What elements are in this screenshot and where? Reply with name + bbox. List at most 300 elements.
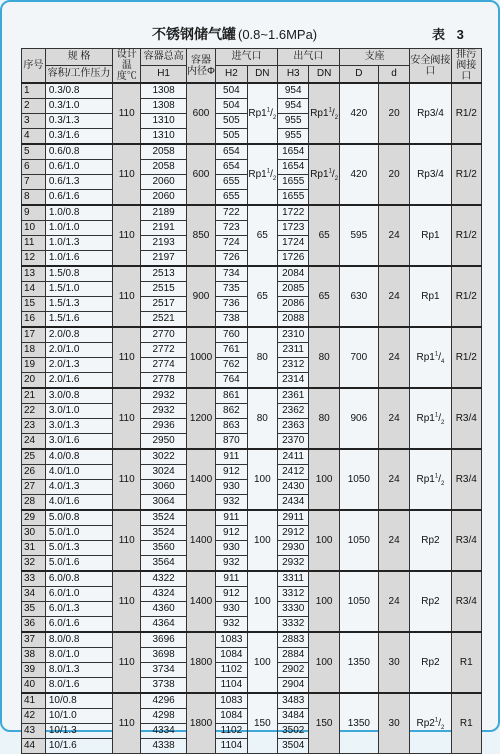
row-index: 2 [22, 99, 46, 114]
row-index: 29 [22, 510, 46, 526]
group-support-d-inner: 24 [378, 388, 409, 449]
row-outlet-h: 3330 [277, 602, 308, 617]
row-index: 1 [22, 83, 46, 99]
row-index: 38 [22, 648, 46, 663]
row-inlet-h: 1104 [216, 739, 247, 754]
header-outlet-h: H3 [277, 65, 308, 83]
row-outlet-h: 2412 [277, 465, 308, 480]
group-drain-valve: R1/2 [451, 83, 481, 144]
row-spec: 4.0/0.8 [45, 449, 112, 465]
row-height: 2932 [141, 404, 187, 419]
row-index: 16 [22, 312, 46, 328]
row-inlet-h: 655 [216, 190, 247, 206]
row-index: 13 [22, 266, 46, 282]
row-outlet-h: 3502 [277, 724, 308, 739]
row-inlet-h: 912 [216, 526, 247, 541]
table-row [22, 510, 482, 526]
row-index: 5 [22, 144, 46, 160]
group-support-d-inner: 24 [378, 205, 409, 266]
row-inlet-h: 762 [216, 358, 247, 373]
row-spec: 8.0/1.0 [45, 648, 112, 663]
row-height: 1308 [141, 99, 187, 114]
row-outlet-h: 3504 [277, 739, 308, 754]
row-inlet-h: 504 [216, 83, 247, 99]
row-index: 27 [22, 480, 46, 495]
row-inlet-h: 738 [216, 312, 247, 328]
row-height: 4324 [141, 587, 187, 602]
row-inlet-h: 505 [216, 114, 247, 129]
row-index: 44 [22, 739, 46, 754]
row-index: 30 [22, 526, 46, 541]
group-temp: 110 [113, 144, 141, 205]
group-safety-valve: Rp1 [410, 205, 451, 266]
group-diameter: 1400 [186, 571, 215, 632]
row-index: 40 [22, 678, 46, 694]
row-inlet-h: 911 [216, 571, 247, 587]
group-support-d-outer: 1350 [339, 632, 378, 693]
row-height: 3024 [141, 465, 187, 480]
group-inlet-dn: 100 [247, 449, 277, 510]
row-index: 41 [22, 693, 46, 709]
row-inlet-h: 862 [216, 404, 247, 419]
row-spec: 2.0/0.8 [45, 327, 112, 343]
row-index: 4 [22, 129, 46, 145]
row-index: 7 [22, 175, 46, 190]
row-inlet-h: 655 [216, 175, 247, 190]
row-outlet-h: 2902 [277, 663, 308, 678]
group-safety-valve: $Rp2^1/_2$ [410, 693, 451, 754]
row-height: 2950 [141, 434, 187, 450]
table-header [22, 49, 482, 84]
group-support-d-outer: 630 [339, 266, 378, 327]
row-spec: 1.5/1.6 [45, 312, 112, 328]
row-inlet-h: 930 [216, 602, 247, 617]
group-diameter: 1800 [186, 632, 215, 693]
group-support-d-outer: 906 [339, 388, 378, 449]
row-outlet-h: 3484 [277, 709, 308, 724]
row-spec: 2.0/1.0 [45, 343, 112, 358]
row-inlet-h: 722 [216, 205, 247, 221]
group-safety-valve: Rp3/4 [410, 83, 451, 144]
table-number: 表 3 [432, 27, 468, 42]
row-inlet-h: 505 [216, 129, 247, 145]
row-outlet-h: 954 [277, 83, 308, 99]
row-height: 3524 [141, 510, 187, 526]
row-index: 9 [22, 205, 46, 221]
group-safety-valve: $Rp1^1/_4$ [410, 327, 451, 388]
row-height: 4322 [141, 571, 187, 587]
row-spec: 10/1.6 [45, 739, 112, 754]
row-index: 17 [22, 327, 46, 343]
row-outlet-h: 2370 [277, 434, 308, 450]
row-spec: 0.6/1.3 [45, 175, 112, 190]
group-support-d-outer: 1050 [339, 571, 378, 632]
row-spec: 0.3/0.8 [45, 83, 112, 99]
row-spec: 3.0/1.6 [45, 434, 112, 450]
group-safety-valve: Rp3/4 [410, 144, 451, 205]
row-inlet-h: 930 [216, 541, 247, 556]
row-spec: 0.6/0.8 [45, 144, 112, 160]
row-inlet-h: 724 [216, 236, 247, 251]
header-diameter: 容器内径Φ [186, 49, 215, 84]
row-index: 10 [22, 221, 46, 236]
group-inlet-dn: 100 [247, 632, 277, 693]
row-spec: 10/1.0 [45, 709, 112, 724]
group-support-d-inner: 24 [378, 266, 409, 327]
header-spec-sub: 容积/工作压力 [45, 65, 112, 83]
row-spec: 5.0/1.3 [45, 541, 112, 556]
group-safety-valve: $Rp1^1/_2$ [410, 388, 451, 449]
row-spec: 5.0/1.0 [45, 526, 112, 541]
row-spec: 1.5/1.0 [45, 282, 112, 297]
row-spec: 10/1.3 [45, 724, 112, 739]
row-index: 23 [22, 419, 46, 434]
group-outlet-dn: $Rp1^1/_2$ [309, 83, 339, 144]
row-height: 2193 [141, 236, 187, 251]
row-inlet-h: 764 [216, 373, 247, 389]
row-outlet-h: 2930 [277, 541, 308, 556]
row-index: 12 [22, 251, 46, 267]
row-outlet-h: 954 [277, 99, 308, 114]
row-spec: 1.0/1.6 [45, 251, 112, 267]
row-inlet-h: 1104 [216, 678, 247, 694]
group-drain-valve: R1/2 [451, 327, 481, 388]
row-height: 4298 [141, 709, 187, 724]
group-outlet-dn: 100 [309, 449, 339, 510]
group-support-d-outer: 1350 [339, 693, 378, 754]
row-index: 21 [22, 388, 46, 404]
row-height: 1308 [141, 83, 187, 99]
row-index: 34 [22, 587, 46, 602]
header-spec: 规 格 [45, 49, 112, 66]
header-support-d-inner: d [378, 65, 409, 83]
row-inlet-h: 734 [216, 266, 247, 282]
row-inlet-h: 1083 [216, 632, 247, 648]
row-spec: 1.0/0.8 [45, 205, 112, 221]
group-temp: 110 [113, 327, 141, 388]
row-height: 2521 [141, 312, 187, 328]
row-index: 15 [22, 297, 46, 312]
row-inlet-h: 1102 [216, 724, 247, 739]
row-index: 31 [22, 541, 46, 556]
row-inlet-h: 932 [216, 556, 247, 572]
table-row [22, 266, 482, 282]
row-height: 2189 [141, 205, 187, 221]
group-diameter: 1400 [186, 510, 215, 571]
table-body [22, 83, 482, 754]
header-outlet: 出气口 [277, 49, 339, 66]
row-height: 1310 [141, 114, 187, 129]
group-outlet-dn: 150 [309, 693, 339, 754]
row-outlet-h: 2362 [277, 404, 308, 419]
row-height: 4296 [141, 693, 187, 709]
group-outlet-dn: 80 [309, 388, 339, 449]
group-outlet-dn: 100 [309, 632, 339, 693]
row-inlet-h: 861 [216, 388, 247, 404]
group-inlet-dn: $Rp1^1/_2$ [247, 144, 277, 205]
group-support-d-outer: 1050 [339, 449, 378, 510]
row-spec: 6.0/1.6 [45, 617, 112, 633]
row-height: 3060 [141, 480, 187, 495]
group-inlet-dn: $Rp1^1/_2$ [247, 83, 277, 144]
row-outlet-h: 2086 [277, 297, 308, 312]
group-diameter: 850 [186, 205, 215, 266]
row-outlet-h: 2904 [277, 678, 308, 694]
group-diameter: 1800 [186, 693, 215, 754]
title-text: 不锈钢储气罐 [152, 26, 236, 42]
row-index: 11 [22, 236, 46, 251]
table-row [22, 144, 482, 160]
row-height: 2058 [141, 144, 187, 160]
row-height: 3734 [141, 663, 187, 678]
row-index: 22 [22, 404, 46, 419]
group-inlet-dn: 100 [247, 510, 277, 571]
row-index: 6 [22, 160, 46, 175]
group-support-d-inner: 20 [378, 144, 409, 205]
row-height: 2191 [141, 221, 187, 236]
row-spec: 1.5/0.8 [45, 266, 112, 282]
row-spec: 8.0/1.3 [45, 663, 112, 678]
row-height: 3560 [141, 541, 187, 556]
row-inlet-h: 723 [216, 221, 247, 236]
row-height: 2060 [141, 175, 187, 190]
group-support-d-inner: 24 [378, 510, 409, 571]
title-subtitle: (0.8~1.6MPa) [238, 27, 318, 42]
row-outlet-h: 1723 [277, 221, 308, 236]
row-inlet-h: 1083 [216, 693, 247, 709]
row-spec: 1.0/1.3 [45, 236, 112, 251]
row-outlet-h: 2911 [277, 510, 308, 526]
row-height: 2513 [141, 266, 187, 282]
row-index: 20 [22, 373, 46, 389]
row-outlet-h: 2411 [277, 449, 308, 465]
group-temp: 110 [113, 205, 141, 266]
group-inlet-dn: 150 [247, 693, 277, 754]
row-inlet-h: 870 [216, 434, 247, 450]
row-spec: 6.0/1.3 [45, 602, 112, 617]
row-height: 4338 [141, 739, 187, 754]
row-inlet-h: 760 [216, 327, 247, 343]
row-index: 43 [22, 724, 46, 739]
row-index: 37 [22, 632, 46, 648]
group-temp: 110 [113, 510, 141, 571]
row-index: 24 [22, 434, 46, 450]
group-outlet-dn: 100 [309, 571, 339, 632]
group-drain-valve: R3/4 [451, 571, 481, 632]
row-outlet-h: 2084 [277, 266, 308, 282]
row-height: 4334 [141, 724, 187, 739]
group-diameter: 600 [186, 144, 215, 205]
group-support-d-outer: 1050 [339, 510, 378, 571]
group-support-d-outer: 420 [339, 83, 378, 144]
group-drain-valve: R1 [451, 632, 481, 693]
group-outlet-dn: 80 [309, 327, 339, 388]
group-drain-valve: R3/4 [451, 510, 481, 571]
group-temp: 110 [113, 693, 141, 754]
header-height: 容器总高 [141, 49, 187, 66]
table-row [22, 693, 482, 709]
row-outlet-h: 2085 [277, 282, 308, 297]
row-spec: 3.0/0.8 [45, 388, 112, 404]
row-index: 28 [22, 495, 46, 511]
header-inlet-dn: DN [247, 65, 277, 83]
row-index: 35 [22, 602, 46, 617]
row-spec: 3.0/1.0 [45, 404, 112, 419]
row-spec: 1.0/1.0 [45, 221, 112, 236]
row-index: 36 [22, 617, 46, 633]
row-inlet-h: 863 [216, 419, 247, 434]
row-spec: 0.6/1.0 [45, 160, 112, 175]
row-inlet-h: 911 [216, 510, 247, 526]
group-support-d-outer: 700 [339, 327, 378, 388]
group-drain-valve: R1/2 [451, 266, 481, 327]
row-outlet-h: 1654 [277, 160, 308, 175]
group-outlet-dn: 100 [309, 510, 339, 571]
row-outlet-h: 2912 [277, 526, 308, 541]
row-spec: 0.3/1.3 [45, 114, 112, 129]
row-inlet-h: 654 [216, 160, 247, 175]
group-safety-valve: $Rp1^1/_2$ [410, 449, 451, 510]
row-spec: 4.0/1.3 [45, 480, 112, 495]
row-height: 2770 [141, 327, 187, 343]
row-spec: 8.0/0.8 [45, 632, 112, 648]
row-index: 33 [22, 571, 46, 587]
row-index: 25 [22, 449, 46, 465]
row-height: 2778 [141, 373, 187, 389]
row-outlet-h: 3312 [277, 587, 308, 602]
row-outlet-h: 955 [277, 129, 308, 145]
row-inlet-h: 726 [216, 251, 247, 267]
row-height: 2936 [141, 419, 187, 434]
row-height: 3022 [141, 449, 187, 465]
group-drain-valve: R3/4 [451, 388, 481, 449]
row-outlet-h: 2310 [277, 327, 308, 343]
header-height-sub: H1 [141, 65, 187, 83]
row-inlet-h: 654 [216, 144, 247, 160]
group-support-d-inner: 30 [378, 693, 409, 754]
row-outlet-h: 1722 [277, 205, 308, 221]
header-inlet: 进气口 [216, 49, 278, 66]
table-row [22, 327, 482, 343]
row-outlet-h: 2883 [277, 632, 308, 648]
row-outlet-h: 2314 [277, 373, 308, 389]
row-spec: 6.0/1.0 [45, 587, 112, 602]
group-drain-valve: R1/2 [451, 144, 481, 205]
group-inlet-dn: 80 [247, 327, 277, 388]
group-temp: 110 [113, 388, 141, 449]
row-inlet-h: 504 [216, 99, 247, 114]
row-spec: 0.3/1.0 [45, 99, 112, 114]
row-outlet-h: 3332 [277, 617, 308, 633]
row-spec: 5.0/1.6 [45, 556, 112, 572]
header-drain-valve: 排污阀接口 [451, 49, 481, 84]
row-inlet-h: 930 [216, 480, 247, 495]
header-support-d-outer: D [339, 65, 378, 83]
row-spec: 4.0/1.6 [45, 495, 112, 511]
row-spec: 1.5/1.3 [45, 297, 112, 312]
row-spec: 5.0/0.8 [45, 510, 112, 526]
row-spec: 10/0.8 [45, 693, 112, 709]
group-drain-valve: R3/4 [451, 449, 481, 510]
group-temp: 110 [113, 266, 141, 327]
group-support-d-inner: 24 [378, 327, 409, 388]
row-height: 3698 [141, 648, 187, 663]
row-inlet-h: 736 [216, 297, 247, 312]
group-support-d-inner: 24 [378, 571, 409, 632]
group-drain-valve: R1/2 [451, 205, 481, 266]
row-height: 2197 [141, 251, 187, 267]
row-inlet-h: 1084 [216, 709, 247, 724]
row-index: 32 [22, 556, 46, 572]
group-safety-valve: Rp1 [410, 266, 451, 327]
group-inlet-dn: 65 [247, 205, 277, 266]
row-height: 2772 [141, 343, 187, 358]
row-inlet-h: 932 [216, 617, 247, 633]
row-outlet-h: 3311 [277, 571, 308, 587]
row-spec: 6.0/0.8 [45, 571, 112, 587]
row-height: 2515 [141, 282, 187, 297]
header-index: 序号 [22, 49, 46, 84]
group-outlet-dn: 65 [309, 205, 339, 266]
group-safety-valve: Rp2 [410, 510, 451, 571]
group-outlet-dn: $Rp1^1/_2$ [309, 144, 339, 205]
row-spec: 2.0/1.3 [45, 358, 112, 373]
row-outlet-h: 1654 [277, 144, 308, 160]
row-outlet-h: 2363 [277, 419, 308, 434]
row-outlet-h: 1655 [277, 190, 308, 206]
table-row [22, 571, 482, 587]
row-inlet-h: 1084 [216, 648, 247, 663]
spec-table [21, 48, 482, 754]
row-spec: 2.0/1.6 [45, 373, 112, 389]
row-height: 3696 [141, 632, 187, 648]
group-support-d-outer: 420 [339, 144, 378, 205]
row-index: 26 [22, 465, 46, 480]
header-temp: 设计温度℃ [113, 49, 141, 84]
row-outlet-h: 3483 [277, 693, 308, 709]
table-row [22, 449, 482, 465]
group-inlet-dn: 65 [247, 266, 277, 327]
row-index: 19 [22, 358, 46, 373]
row-outlet-h: 2311 [277, 343, 308, 358]
row-height: 2932 [141, 388, 187, 404]
row-inlet-h: 932 [216, 495, 247, 511]
group-temp: 110 [113, 571, 141, 632]
row-inlet-h: 911 [216, 449, 247, 465]
group-diameter: 900 [186, 266, 215, 327]
group-diameter: 600 [186, 83, 215, 144]
group-diameter: 1200 [186, 388, 215, 449]
row-inlet-h: 761 [216, 343, 247, 358]
row-height: 3564 [141, 556, 187, 572]
row-inlet-h: 735 [216, 282, 247, 297]
row-height: 3064 [141, 495, 187, 511]
header-safety-valve: 安全阀接口 [410, 49, 451, 84]
group-outlet-dn: 65 [309, 266, 339, 327]
table-row [22, 388, 482, 404]
header-support: 支座 [339, 49, 410, 66]
row-index: 8 [22, 190, 46, 206]
row-outlet-h: 1726 [277, 251, 308, 267]
row-index: 3 [22, 114, 46, 129]
row-inlet-h: 912 [216, 465, 247, 480]
group-support-d-inner: 24 [378, 449, 409, 510]
row-outlet-h: 2088 [277, 312, 308, 328]
row-height: 3524 [141, 526, 187, 541]
page-title [152, 24, 317, 44]
group-temp: 110 [113, 449, 141, 510]
row-spec: 4.0/1.0 [45, 465, 112, 480]
